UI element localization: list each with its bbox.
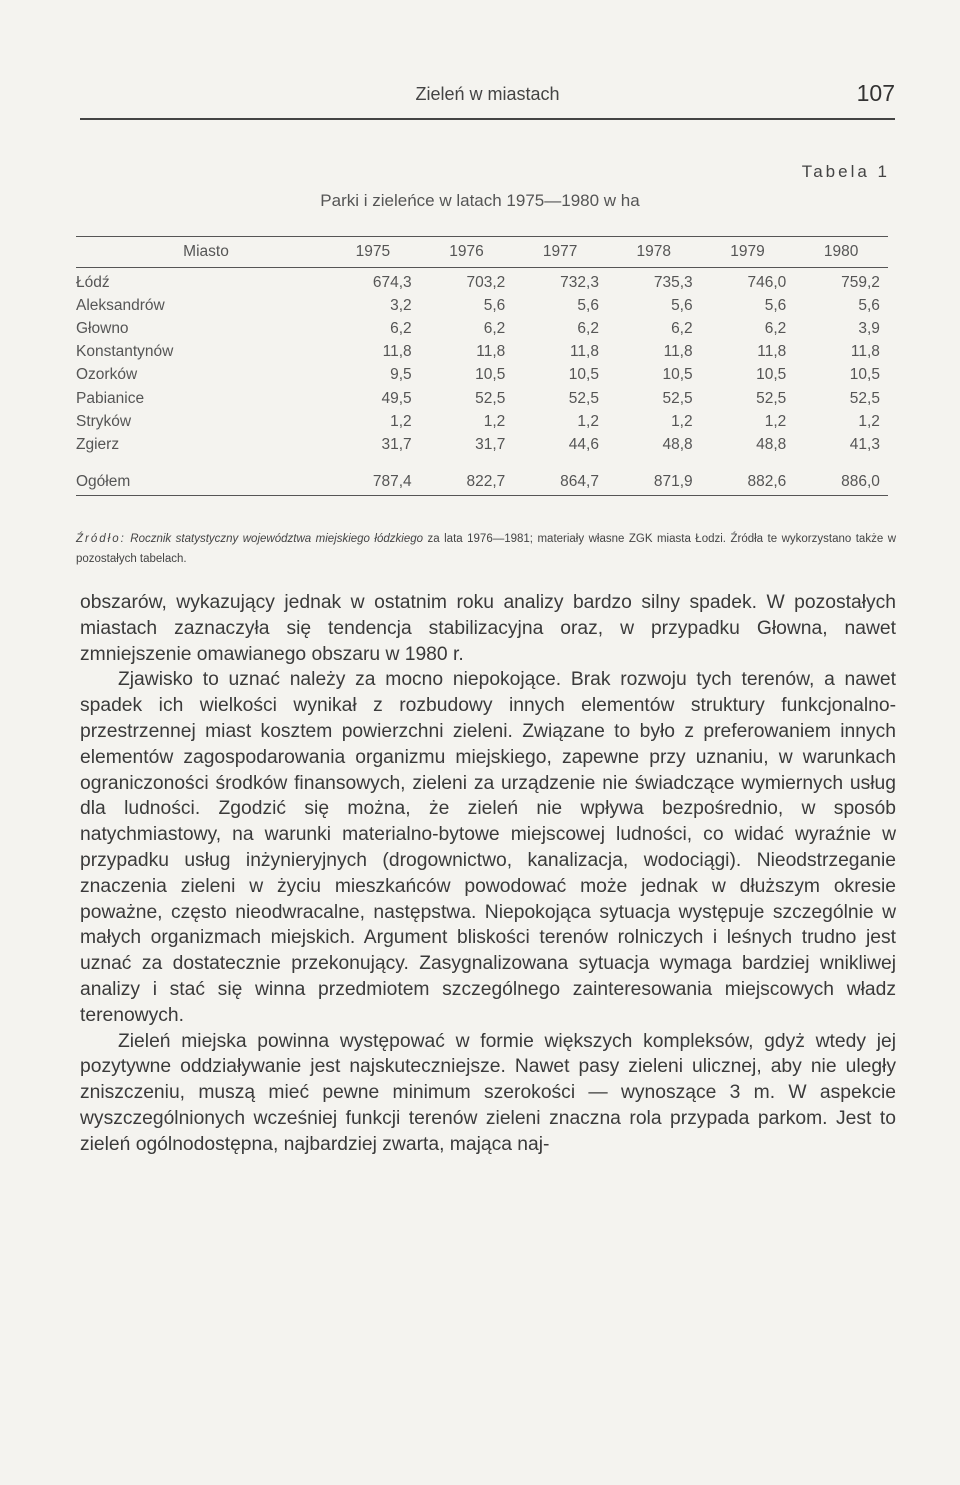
table-cell: 52,5 bbox=[662, 389, 693, 407]
table-row bbox=[76, 364, 888, 387]
table-cell: 5,6 bbox=[858, 296, 880, 314]
paragraph: obszarów, wykazujący jednak w ostatnim roku analizy bardzo silny spadek. W pozostałych miastach zaznaczyła się tendencja stabilizacyjna oraz, w przypadku Głowna, nawet zmniejszenie omawianego obszaru w 1980 r. bbox=[80, 592, 896, 665]
table-cell: 10,5 bbox=[475, 366, 506, 384]
source-rest: za lata 1976—1981; materiały własne ZGK miasta Łodzi. Źródła te wykorzystano także w pozostałych tabelach. bbox=[76, 533, 897, 565]
running-header bbox=[80, 80, 895, 114]
table-cell: 6,2 bbox=[577, 319, 599, 337]
paragraph: Zieleń miejska powinna występować w formie większych kompleksów, gdyż wtedy jej pozytywne oddziaływanie jest najskuteczniejsze. Nawet pasy zieleni ulicznej, aby nie uległy zniszczeniu, muszą mieć pewne minimum szerokości — wynoszące 3 m. W aspekcie wyszczególnionych wcześniej funkcji terenów zieleni znaczna rola przypada parkom. Jest to zieleń ogólnodostępna, najbardziej zwarta, mająca naj- bbox=[80, 1030, 896, 1155]
table-cell: 6,2 bbox=[483, 319, 506, 337]
table-title: Parki i zieleńce w latach 1975—1980 w ha bbox=[320, 191, 640, 210]
table-cell: 48,8 bbox=[662, 435, 693, 453]
table-cell: 48,8 bbox=[756, 435, 787, 453]
table-row bbox=[76, 433, 888, 456]
table-cell: 5,6 bbox=[764, 296, 787, 314]
table-cell: 10,5 bbox=[756, 366, 787, 384]
table-row bbox=[76, 294, 888, 317]
table-cell: 11,8 bbox=[757, 343, 787, 361]
column-header: 1976 bbox=[449, 243, 484, 260]
table-row bbox=[76, 410, 888, 433]
table-cell: 44,6 bbox=[568, 435, 599, 453]
column-header: 1977 bbox=[542, 243, 578, 260]
table-cell: Zgierz bbox=[76, 435, 120, 453]
table-cell: Łódź bbox=[76, 273, 110, 291]
table-cell: 3,9 bbox=[858, 319, 880, 337]
table-cell: Pabianice bbox=[76, 389, 145, 407]
table-row bbox=[76, 387, 888, 410]
table-cell: Ogółem bbox=[76, 472, 131, 490]
table-cell: 11,8 bbox=[663, 343, 693, 361]
table-cell: 1,2 bbox=[671, 412, 693, 430]
table-cell: 735,3 bbox=[653, 273, 693, 291]
table-cell: 3,2 bbox=[390, 296, 412, 314]
table-cell: 31,7 bbox=[381, 435, 412, 453]
table-cell: 1,2 bbox=[483, 412, 506, 430]
table-source-note bbox=[76, 529, 896, 569]
running-title: Zieleń w miastach bbox=[415, 84, 560, 104]
table-cell: 52,5 bbox=[849, 389, 880, 407]
table-cell: 6,2 bbox=[390, 319, 412, 337]
source-title: Rocznik statystyczny województwa miejskiego łódzkiego bbox=[130, 533, 424, 545]
column-header: 1975 bbox=[355, 243, 391, 260]
table-cell: 11,8 bbox=[476, 343, 506, 361]
table-row bbox=[76, 317, 888, 340]
table-cell: 871,9 bbox=[653, 472, 693, 490]
table-cell: 9,5 bbox=[390, 366, 412, 384]
table-cell: 759,2 bbox=[841, 273, 880, 291]
table-cell: 864,7 bbox=[560, 472, 599, 490]
table-cell: 6,2 bbox=[764, 319, 787, 337]
table-cell: 787,4 bbox=[372, 472, 412, 490]
table-cell: 1,2 bbox=[764, 412, 787, 430]
data-table bbox=[76, 236, 888, 496]
table-cell: 52,5 bbox=[756, 389, 787, 407]
table-cell: 746,0 bbox=[747, 273, 787, 291]
table-cell: Głowno bbox=[76, 319, 129, 337]
table-cell: 10,5 bbox=[849, 366, 880, 384]
table-cell: Aleksandrów bbox=[76, 296, 165, 314]
table-cell: 52,5 bbox=[568, 389, 599, 407]
column-header: Miasto bbox=[183, 243, 229, 260]
table-cell: Ozorków bbox=[76, 366, 138, 384]
table-cell: 5,6 bbox=[671, 296, 693, 314]
table-cell: 822,7 bbox=[466, 472, 506, 490]
source-lead: Źródło: bbox=[76, 533, 126, 545]
header-rule bbox=[80, 118, 895, 120]
table-cell: 41,3 bbox=[849, 435, 880, 453]
table-row bbox=[76, 271, 888, 294]
table-cell: 1,2 bbox=[390, 412, 412, 430]
table-cell: 10,5 bbox=[568, 366, 599, 384]
column-header: 1979 bbox=[730, 243, 765, 260]
table-cell: Stryków bbox=[76, 412, 132, 430]
table-cell: 5,6 bbox=[577, 296, 599, 314]
table-header-row bbox=[76, 237, 888, 267]
table-cell: 732,3 bbox=[560, 273, 599, 291]
table-cell: 6,2 bbox=[671, 319, 693, 337]
page-number: 107 bbox=[856, 80, 895, 106]
column-header: 1978 bbox=[636, 243, 672, 260]
table-cell: 52,5 bbox=[475, 389, 506, 407]
table-cell: 49,5 bbox=[381, 389, 412, 407]
column-header: 1980 bbox=[823, 243, 859, 260]
table-cell: 5,6 bbox=[483, 296, 506, 314]
table-cell: 1,2 bbox=[577, 412, 599, 430]
table-cell: 10,5 bbox=[662, 366, 693, 384]
table-cell: 11,8 bbox=[382, 343, 412, 361]
table-total-row bbox=[76, 457, 888, 495]
table-row bbox=[76, 341, 888, 364]
table-cell: Konstantynów bbox=[76, 343, 174, 361]
table-cell: 703,2 bbox=[466, 273, 506, 291]
paragraph: Zjawisko to uznać należy za mocno niepokojące. Brak rozwoju tych terenów, a nawet spadek ich wielkości wynikał z rozbudowy innych elementów struktury funkcjonalno-przestrzennej miast kosztem powierzchni zieleni. Związane to było z preferowaniem innych elementów zagospodarowania organizmu miejskiego, zapewne przy uznaniu, w warunkach ograniczoności środków finansowych, zieleni za urządzenie nie świadczące wymiernych usług dla ludności. Zgodzić się można, że zieleń nie wpływa bezpośrednio, w sposób natychmiastowy, na warunki materialno-bytowe miejscowej ludności, co widać wyraźnie w przypadku usług inżynieryjnych (drogownictwo, kanalizacja, wodociągi). Nieodstrzeganie znaczenia zieleni w życiu mieszkańców powodować może jednak w dłuższym okresie poważne, często nieodwracalne, następstwa. Niepokojąca sytuacja występuje szczególnie w małych organizmach miejskich. Argument bliskości terenów rolniczych i leśnych trudno jest uznać za dostatecznie przekonujący. Zasygnalizowana sytuacja wymaga bardziej wnikliwej analizy i stać się winna przedmiotem szczególnego zainteresowania miejscowych władz terenowych. bbox=[80, 669, 896, 1026]
body-text bbox=[80, 590, 896, 1158]
table-body bbox=[76, 268, 888, 457]
table-cell: 886,0 bbox=[841, 472, 880, 490]
table-label: Tabela 1 bbox=[801, 162, 890, 181]
table-cell: 882,6 bbox=[747, 472, 787, 490]
table-cell: 11,8 bbox=[850, 343, 880, 361]
table-cell: 674,3 bbox=[372, 273, 412, 291]
table-cell: 11,8 bbox=[569, 343, 599, 361]
table-cell: 1,2 bbox=[858, 412, 880, 430]
table-bottom-rule bbox=[76, 495, 888, 496]
table-cell: 31,7 bbox=[475, 435, 506, 453]
